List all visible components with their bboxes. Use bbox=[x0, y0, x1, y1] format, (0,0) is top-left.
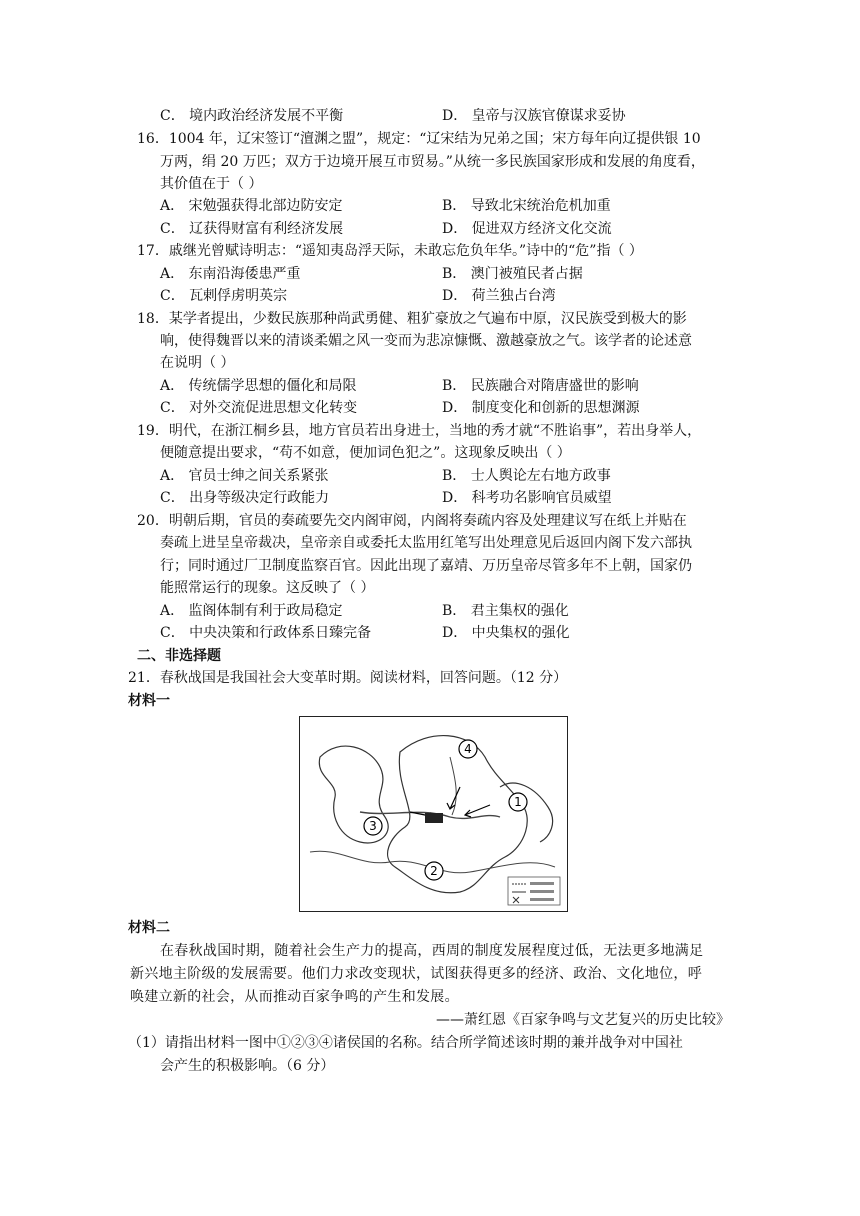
map-legend bbox=[508, 877, 560, 905]
map-marker-3-label: 3 bbox=[369, 819, 377, 833]
q21-sub1-line2: 会产生的积极影响。（6 分） bbox=[160, 1058, 335, 1074]
map-marker-1 bbox=[509, 793, 527, 811]
map-marker-2-label: 2 bbox=[430, 864, 438, 878]
q19-option-a: A． 官员士绅之间关系紧张 bbox=[160, 468, 329, 484]
q19-option-d: D． 科考功名影响官员威望 bbox=[442, 490, 612, 506]
q16-option-d: D． 促进双方经济文化交流 bbox=[442, 221, 612, 237]
q17-option-a: A． 东南沿海倭患严重 bbox=[160, 266, 301, 282]
q17-option-d: D． 荷兰独占台湾 bbox=[442, 288, 556, 304]
map-marker-3 bbox=[364, 817, 382, 835]
q18-stem-line3: 在说明（ ） bbox=[160, 355, 235, 371]
map-marker-4-label: 4 bbox=[464, 742, 472, 756]
q15-option-d: D． 皇帝与汉族官僚谋求妥协 bbox=[442, 108, 626, 124]
q21-sub1-line1: （1）请指出材料一图中①②③④诸侯国的名称。结合所学简述该时期的兼并战争对中国社 bbox=[128, 1035, 683, 1051]
battle-cluster bbox=[425, 813, 443, 823]
q15-option-c: C． 境内政治经济发展不平衡 bbox=[160, 108, 344, 124]
q16-stem-line1: 16．1004 年，辽宋签订“澶渊之盟”，规定：“辽宋结为兄弟之国；宋方每年向辽提供银 10 bbox=[137, 131, 701, 147]
material2-label: 材料二 bbox=[128, 920, 170, 936]
march-arrow-3 bbox=[465, 805, 490, 817]
section-heading: 二、非选择题 bbox=[137, 648, 221, 664]
map-marker-2 bbox=[425, 862, 443, 880]
q20-option-a: A． 监阁体制有利于政局稳定 bbox=[160, 603, 343, 619]
q17-option-c: C． 瓦剌俘虏明英宗 bbox=[160, 288, 288, 304]
q19-stem-line1: 19．明代，在浙江桐乡县，地方官员若出身进士，当地的秀才就“不胜谄事”，若出身举人， bbox=[137, 423, 702, 439]
material2-source: ——萧红恩《百家争鸣与文艺复兴的历史比较》 bbox=[436, 1012, 730, 1028]
q20-stem-line2: 奏疏上进呈皇帝裁决，皇帝亲自或委托太监用红笔写出处理意见后返回内阁下发六部执 bbox=[160, 535, 692, 551]
map-marker-1-label: 1 bbox=[514, 795, 522, 809]
material2-line2: 新兴地主阶级的发展需要。他们力求改变现状，试图获得更多的经济、政治、文化地位，呼 bbox=[130, 966, 702, 982]
map-marker-4 bbox=[459, 740, 477, 758]
material2-line3: 唤建立新的社会，从而推动百家争鸣的产生和发展。 bbox=[130, 989, 459, 1005]
q20-stem-line4: 能照常运行的现象。这反映了（ ） bbox=[160, 580, 375, 596]
material2-line1: 在春秋战国时期，随着社会生产力的提高，西周的制度发展程度过低，无法更多地满足 bbox=[160, 943, 704, 959]
march-arrow-2 bbox=[447, 787, 460, 809]
q16-stem-line3: 其价值在于（ ） bbox=[160, 176, 263, 192]
q18-option-c: C． 对外交流促进思想文化转变 bbox=[160, 400, 358, 416]
q19-stem-line2: 便随意提出要求，“苟不如意，便加词色犯之”。这现象反映出（ ） bbox=[160, 445, 571, 461]
q21-stem: 21．春秋战国是我国社会大变革时期。阅读材料，回答问题。（12 分） bbox=[128, 670, 568, 686]
q17-stem: 17．戚继光曾赋诗明志：“遥知夷岛浮天际，未敢忘危负年华。”诗中的“危”指（ ） bbox=[137, 243, 643, 259]
q20-stem-line3: 行；同时通过厂卫制度监察百官。因此出现了嘉靖、万历皇帝尽管多年不上朝，国家仍 bbox=[160, 558, 692, 574]
q20-stem-line1: 20．明朝后期，官员的奏疏要先交内阁审阅，内阁将奏疏内容及处理建议写在纸上并贴在 bbox=[137, 513, 687, 529]
q20-option-c: C． 中央决策和行政体系日臻完备 bbox=[160, 625, 372, 641]
q18-option-b: B． 民族融合对隋唐盛世的影响 bbox=[442, 378, 639, 394]
q16-option-b: B． 导致北宋统治危机加重 bbox=[442, 198, 611, 214]
q18-stem-line2: 响，使得魏晋以来的清谈柔媚之风一变而为悲凉慷慨、激越豪放之气。该学者的论述意 bbox=[160, 333, 692, 349]
q19-option-b: B． 士人舆论左右地方政事 bbox=[442, 468, 611, 484]
region-outline-central bbox=[388, 736, 528, 893]
material1-label: 材料一 bbox=[128, 693, 170, 709]
q18-option-a: A． 传统儒学思想的僵化和局限 bbox=[160, 378, 357, 394]
map-graphic bbox=[300, 717, 567, 911]
q16-stem-line2: 万两，绢 20 万匹；双方于边境开展互市贸易。”从统一多民族国家形成和发展的角度看， bbox=[160, 154, 705, 170]
q18-option-d: D． 制度变化和创新的思想渊源 bbox=[442, 400, 640, 416]
q16-option-a: A． 宋勉强获得北部边防安定 bbox=[160, 198, 343, 214]
q16-option-c: C． 辽获得财富有利经济发展 bbox=[160, 221, 344, 237]
warring-states-map bbox=[299, 716, 568, 912]
q18-stem-line1: 18．某学者提出，少数民族那种尚武勇健、粗犷豪放之气遍布中原，汉民族受到极大的影 bbox=[137, 311, 687, 327]
q19-option-c: C． 出身等级决定行政能力 bbox=[160, 490, 330, 506]
q20-option-b: B． 君主集权的强化 bbox=[442, 603, 569, 619]
q17-option-b: B． 澳门被殖民者占据 bbox=[442, 266, 583, 282]
q20-option-d: D． 中央集权的强化 bbox=[442, 625, 570, 641]
